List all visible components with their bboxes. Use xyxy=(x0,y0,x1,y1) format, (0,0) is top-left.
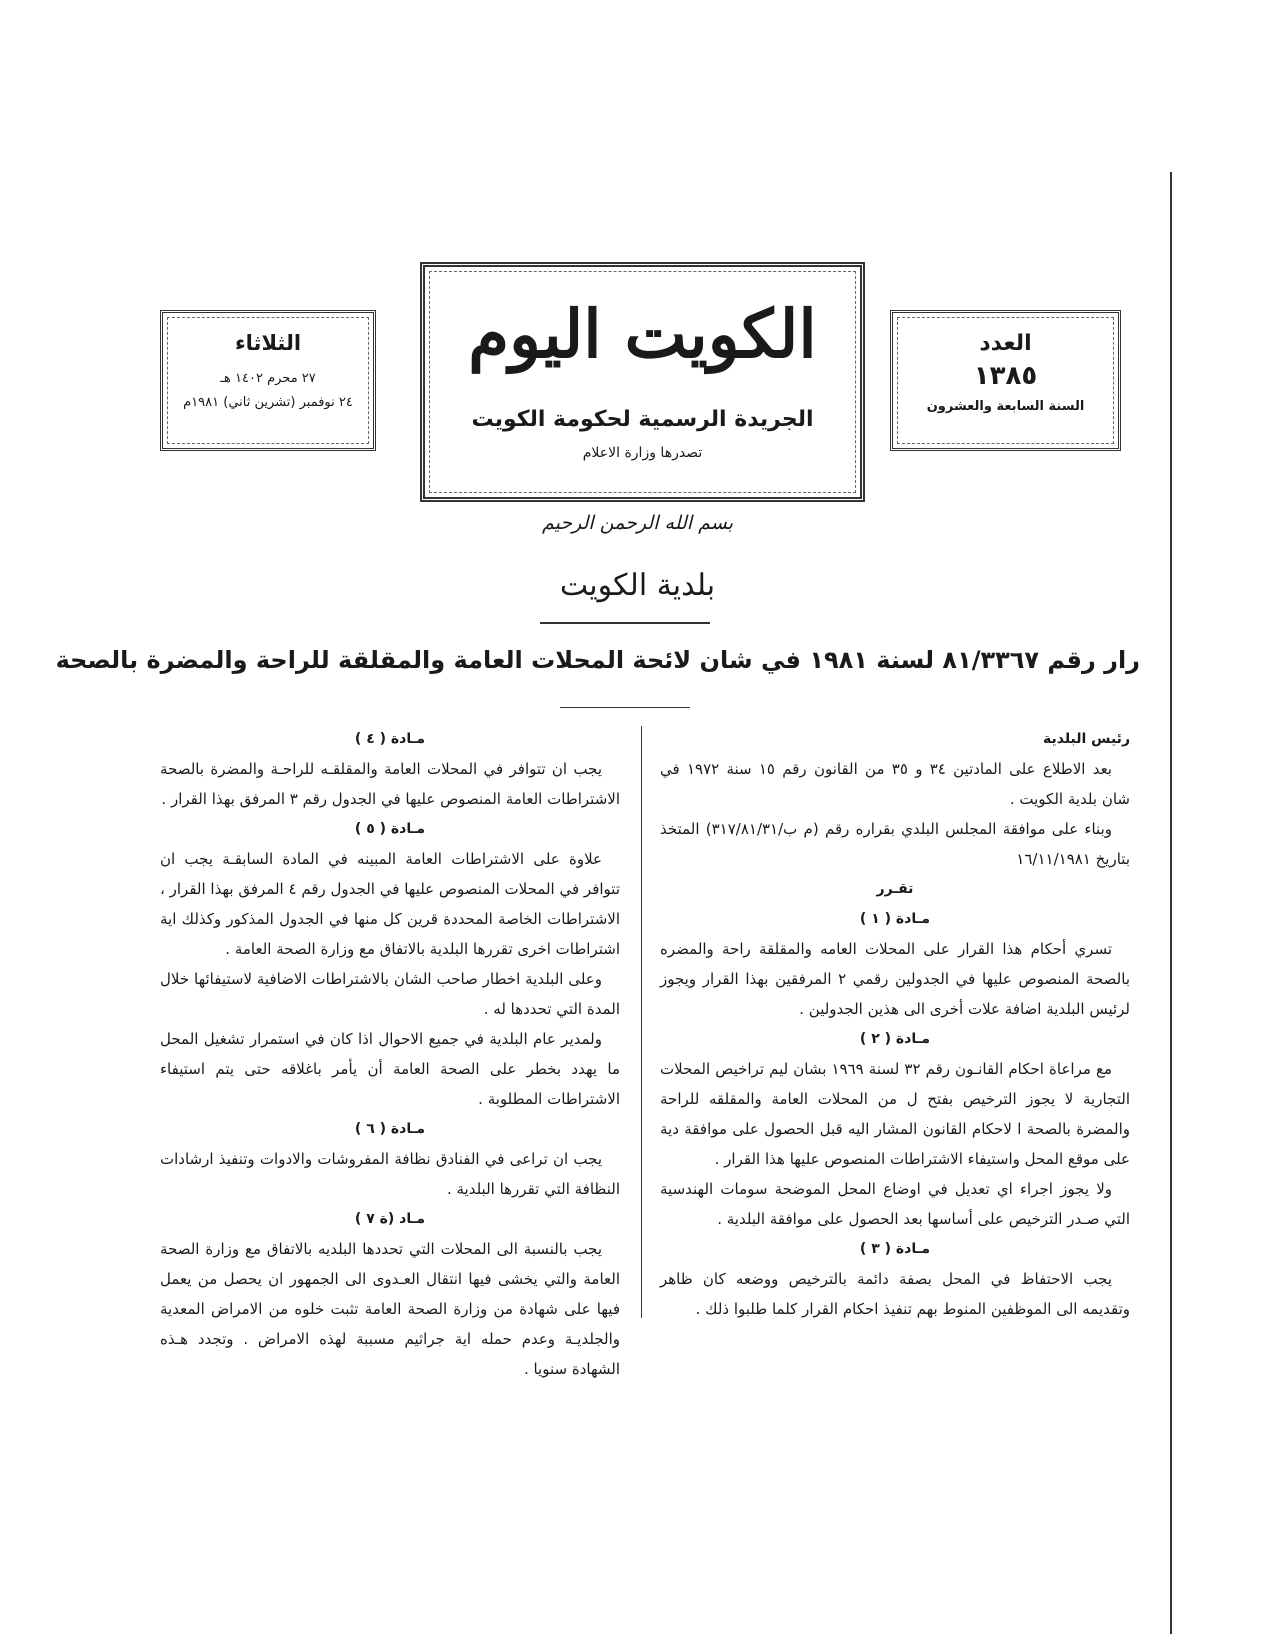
issue-label: العدد xyxy=(979,331,1032,356)
article-heading: مـادة ( ٢ ) xyxy=(859,1031,931,1047)
divider xyxy=(540,622,710,624)
paragraph: مع مراعاة احكام القانـون رقم ٣٢ لسنة ١٩٦٩ بشان ليم تراخيص المحلات التجارية لا يجوز الترخيص بفتح ل من المحلات العامة والمقلقه للراحة والمضرة بالصحة ا لاحكام القانون المشار اليه قبل الحصول على موافقة دية على موقع المحل واستيفاء الاشتراطات المنصوص عليها هذا القرار . xyxy=(660,1060,1130,1168)
paragraph: علاوة على الاشتراطات العامة المبينه في المادة السابقـة يجب ان تتوافر في المحلات المنصوص عليها في الجدول رقم ٤ المرفق بهذا القرار ، الاشتراطات الخاصة المحددة قرين كل منها في الجدول المذكور وكذلك اية اشتراطات اخرى تقررها البلدية بالاتفاق مع وزارة الصحة العامة . xyxy=(160,850,620,958)
paragraph: ولا يجوز اجراء اي تعديل في اوضاع المحل الموضحة سومات الهندسية التي صـدر الترخيص على أساسها بعد الحصول على موافقة البلدية . xyxy=(660,1180,1130,1228)
document-title: رار رقم ٨١/٣٣٦٧ لسنة ١٩٨١ في شان لائحة المحلات العامة والمقلقة للراحة والمضرة بالصحة xyxy=(55,646,1140,674)
article-heading: مـادة ( ٥ ) xyxy=(354,821,426,837)
gregorian-date: ٢٤ نوفمبر (تشرين ثاني) ١٩٨١م xyxy=(183,395,353,410)
article-heading: مـاد (ة ٧ ) xyxy=(354,1211,426,1227)
issue-year: السنة السابعة والعشرون xyxy=(926,399,1085,414)
article-heading: مـادة ( ١ ) xyxy=(859,911,931,927)
basmala: بسم الله الرحمن الرحيم xyxy=(542,512,733,534)
column-separator xyxy=(641,726,642,1318)
paragraph: وبناء على موافقة المجلس البلدي بقراره رقم (م ب/٣١٧/٨١/٣١) المتخذ بتاريخ ١٦/١١/١٩٨١ xyxy=(660,820,1130,868)
text-column-right xyxy=(660,724,1130,1324)
paragraph: ولمدير عام البلدية في جميع الاحوال اذا كان في استمرار تشغيل المحل ما يهدد بخطر على الصحة العامة أن يأمر باغلاقه حتى يتم استيفاء الاشتراطات المطلوبة . xyxy=(160,1030,620,1108)
organization-title: بلدية الكويت xyxy=(559,568,716,603)
masthead-title: الكويت اليوم xyxy=(468,295,817,373)
day-name: الثلاثاء xyxy=(234,331,302,355)
paragraph: يجب ان تراعى في الفنادق نظافة المفروشات والادوات وتنفيذ ارشادات النظافة التي تقررها البلدية . xyxy=(160,1150,620,1198)
article-heading: مـادة ( ٦ ) xyxy=(354,1121,426,1137)
divider xyxy=(560,707,690,708)
decides-heading: تقـرر xyxy=(876,881,914,897)
paragraph: بعد الاطلاع على المادتين ٣٤ و ٣٥ من القانون رقم ١٥ سنة ١٩٧٢ في شان بلدية الكويت . xyxy=(660,760,1130,808)
page-edge-line xyxy=(1170,172,1172,1634)
text-column-left xyxy=(160,724,620,1384)
masthead xyxy=(420,262,865,502)
article-heading: مـادة ( ٤ ) xyxy=(354,731,426,747)
paragraph: تسري أحكام هذا القرار على المحلات العامه والمقلقة راحة والمضره بالصحة المنصوص عليها في الجدولين رقمي ٢ المرفقين بهذا القرار ويجوز لرئيس البلدية اضافة علات أخرى الى هذين الجدولين . xyxy=(660,940,1130,1018)
masthead-subtitle: الجريدة الرسمية لحكومة الكويت xyxy=(471,407,814,432)
date-box xyxy=(160,310,376,451)
article-heading: مـادة ( ٣ ) xyxy=(859,1241,931,1257)
paragraph: وعلى البلدية اخطار صاحب الشان بالاشتراطات الاضافية لاستيفائها خلال المدة التي تحددها له . xyxy=(160,970,620,1018)
intro-heading: رئيس البلدية xyxy=(1042,731,1130,747)
hijri-date: ٢٧ محرم ١٤٠٢ هـ xyxy=(220,371,316,386)
masthead-publisher: تصدرها وزارة الاعلام xyxy=(582,445,703,461)
paragraph: يجب ان تتوافر في المحلات العامة والمقلقـه للراحـة والمضرة بالصحة الاشتراطات العامة المنصوص عليها في الجدول رقم ٣ المرفق بهذا القرار . xyxy=(160,760,620,808)
issue-number: ١٣٨٥ xyxy=(973,361,1038,391)
paragraph: يجب الاحتفاظ في المحل بصفة دائمة بالترخيص ووضعه كان ظاهر وتقديمه الى الموظفين المنوط بهم تنفيذ احكام القرار كلما طلبوا ذلك . xyxy=(660,1270,1130,1318)
paragraph: يجب بالنسبة الى المحلات التي تحددها البلديه بالاتفاق مع وزارة الصحة العامة والتي يخشى فيها انتقال العـدوى الى الجمهور ان يحصل من يعمل فيها على شهادة من وزارة الصحة العامة تثبت خلوه من الامراض المعدية والجلديـة وعدم حمله اية جراثيم مسببة لهذه الامراض . وتجدد هـذه الشهادة سنويا . xyxy=(160,1240,620,1378)
issue-number-box xyxy=(890,310,1121,451)
